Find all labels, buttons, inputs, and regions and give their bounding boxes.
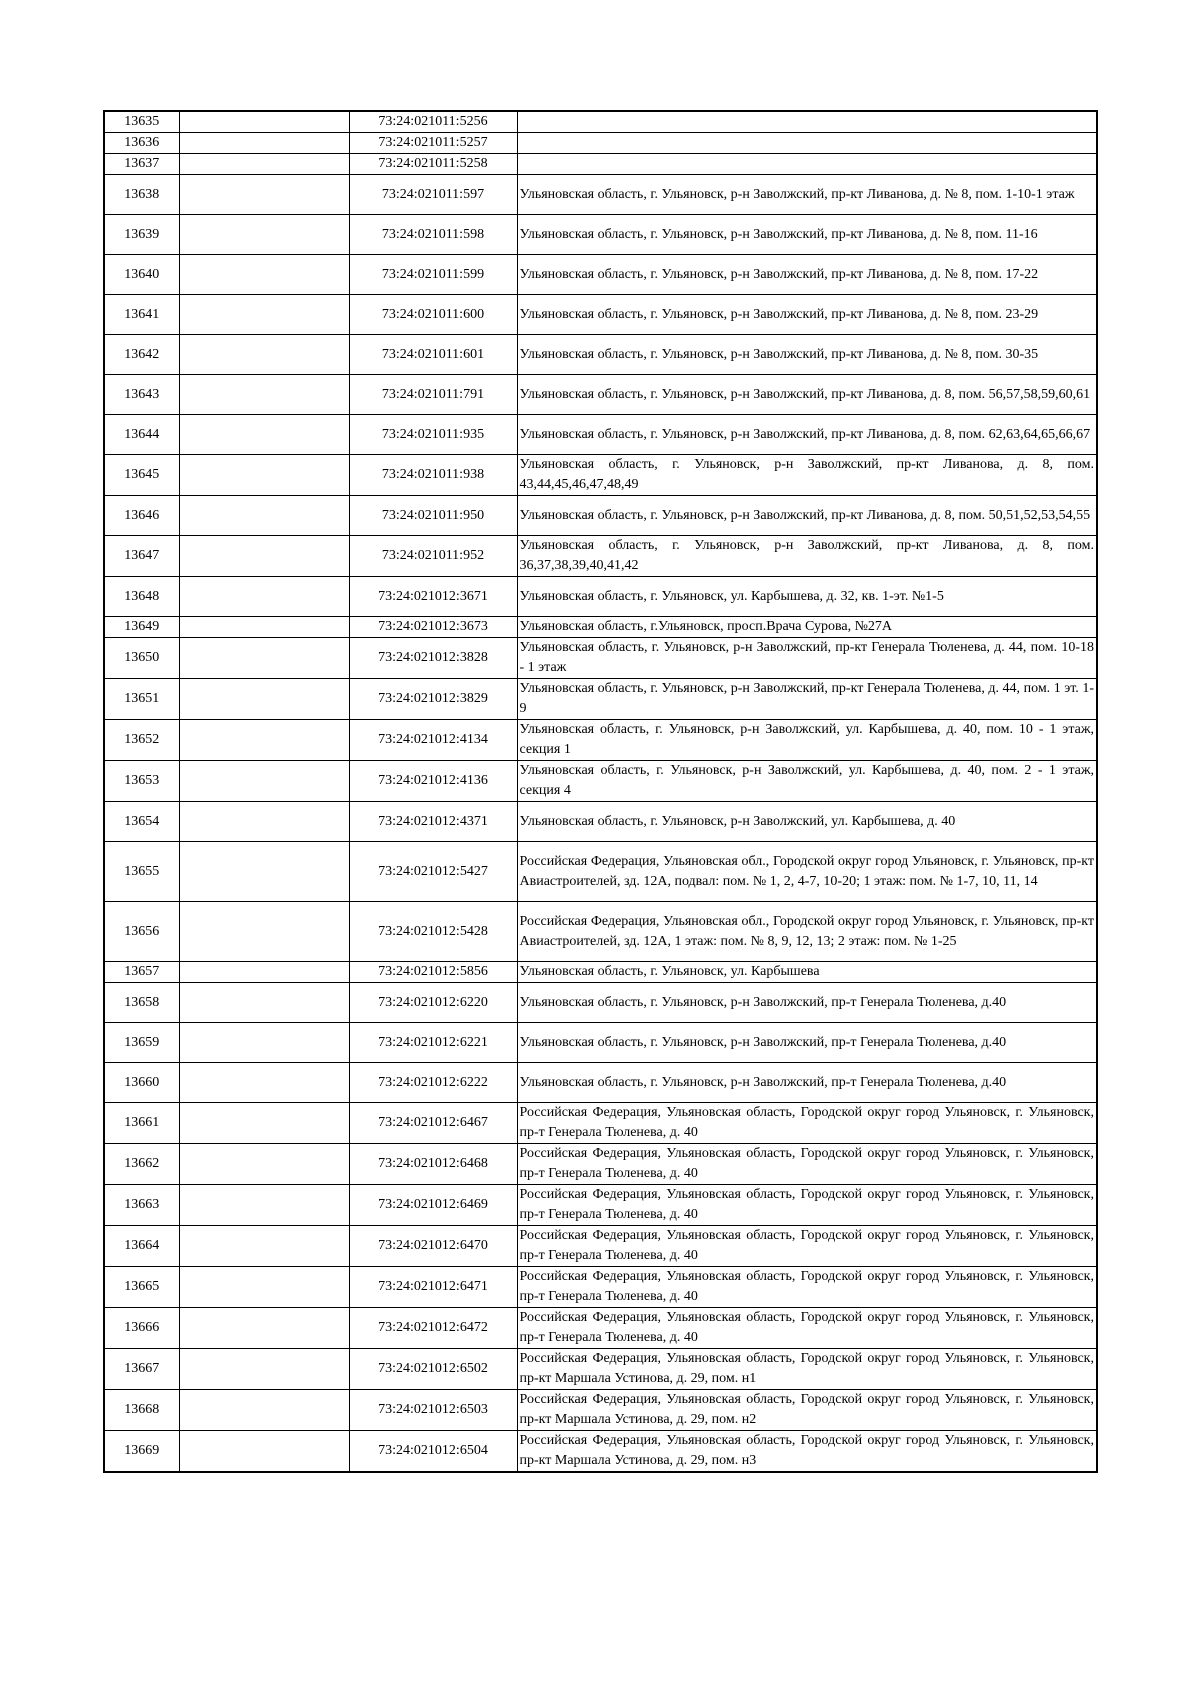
address: Ульяновская область, г. Ульяновск, р-н Заволжский, пр-кт Ливанова, д. № 8, пом. 11-16 — [517, 215, 1097, 255]
table-row — [104, 577, 1097, 617]
cadastral-number: 73:24:021012:4136 — [349, 761, 517, 802]
row-number: 13641 — [104, 295, 179, 335]
empty-cell — [179, 255, 349, 295]
cadastral-number: 73:24:021012:6469 — [349, 1185, 517, 1226]
table-row — [104, 255, 1097, 295]
row-number: 13649 — [104, 617, 179, 638]
address: Ульяновская область, г. Ульяновск, р-н Заволжский, пр-кт Ливанова, д. № 8, пом. 17-22 — [517, 255, 1097, 295]
registry-table — [103, 110, 1098, 1473]
table-row — [104, 1267, 1097, 1308]
empty-cell — [179, 1431, 349, 1473]
table-row — [104, 455, 1097, 496]
cadastral-number: 73:24:021012:3828 — [349, 638, 517, 679]
table-row — [104, 1103, 1097, 1144]
cadastral-number: 73:24:021012:6222 — [349, 1063, 517, 1103]
cadastral-number: 73:24:021012:6504 — [349, 1431, 517, 1473]
cadastral-number: 73:24:021012:3829 — [349, 679, 517, 720]
empty-cell — [179, 638, 349, 679]
table-row — [104, 1226, 1097, 1267]
empty-cell — [179, 1063, 349, 1103]
table-row — [104, 215, 1097, 255]
cadastral-number: 73:24:021012:4371 — [349, 802, 517, 842]
table-row — [104, 496, 1097, 536]
address: Российская Федерация, Ульяновская область, Городской округ город Ульяновск, г. Ульяновск, пр-т Генерала Тюленева, д. 40 — [517, 1308, 1097, 1349]
address: Российская Федерация, Ульяновская область, Городской округ город Ульяновск, г. Ульяновск, пр-кт Маршала Устинова, д. 29, пом. н2 — [517, 1390, 1097, 1431]
address — [517, 154, 1097, 175]
table-row — [104, 1390, 1097, 1431]
cadastral-number: 73:24:021011:952 — [349, 536, 517, 577]
address: Ульяновская область, г. Ульяновск, р-н Заволжский, пр-кт Ливанова, д. 8, пом. 56,57,58,59,60,61 — [517, 375, 1097, 415]
cadastral-number: 73:24:021011:598 — [349, 215, 517, 255]
address: Ульяновская область, г. Ульяновск, р-н Заволжский, пр-кт Ливанова, д. 8, пом. 43,44,45,46,47,48,49 — [517, 455, 1097, 496]
registry-body — [104, 111, 1097, 1472]
address: Российская Федерация, Ульяновская область, Городской округ город Ульяновск, г. Ульяновск, пр-т Генерала Тюленева, д. 40 — [517, 1267, 1097, 1308]
row-number: 13658 — [104, 983, 179, 1023]
row-number: 13651 — [104, 679, 179, 720]
table-row — [104, 415, 1097, 455]
table-row — [104, 720, 1097, 761]
table-row — [104, 761, 1097, 802]
empty-cell — [179, 455, 349, 496]
cadastral-number: 73:24:021012:6472 — [349, 1308, 517, 1349]
address: Ульяновская область, г.Ульяновск, просп.Врача Сурова, №27А — [517, 617, 1097, 638]
table-row — [104, 375, 1097, 415]
empty-cell — [179, 375, 349, 415]
row-number: 13640 — [104, 255, 179, 295]
cadastral-number: 73:24:021011:5257 — [349, 133, 517, 154]
table-row — [104, 1349, 1097, 1390]
cadastral-number: 73:24:021012:5427 — [349, 842, 517, 902]
address: Ульяновская область, г. Ульяновск, р-н Заволжский, ул. Карбышева, д. 40 — [517, 802, 1097, 842]
empty-cell — [179, 536, 349, 577]
row-number: 13667 — [104, 1349, 179, 1390]
cadastral-number: 73:24:021011:935 — [349, 415, 517, 455]
empty-cell — [179, 679, 349, 720]
row-number: 13664 — [104, 1226, 179, 1267]
address: Ульяновская область, г. Ульяновск, р-н Заволжский, ул. Карбышева, д. 40, пом. 2 - 1 этаж, секция 4 — [517, 761, 1097, 802]
row-number: 13668 — [104, 1390, 179, 1431]
address: Ульяновская область, г. Ульяновск, р-н Заволжский, пр-кт Ливанова, д. 8, пом. 62,63,64,65,66,67 — [517, 415, 1097, 455]
table-row — [104, 335, 1097, 375]
address: Ульяновская область, г. Ульяновск, р-н Заволжский, пр-кт Ливанова, д. 8, пом. 50,51,52,53,54,55 — [517, 496, 1097, 536]
table-row — [104, 1023, 1097, 1063]
empty-cell — [179, 902, 349, 962]
row-number: 13645 — [104, 455, 179, 496]
address: Ульяновская область, г. Ульяновск, р-н Заволжский, пр-кт Ливанова, д. № 8, пом. 30-35 — [517, 335, 1097, 375]
row-number: 13662 — [104, 1144, 179, 1185]
empty-cell — [179, 617, 349, 638]
address: Российская Федерация, Ульяновская обл., Городской округ город Ульяновск, г. Ульяновск, пр-кт Авиастроителей, зд. 12А, 1 этаж: пом. № 8, 9, 12, 13; 2 этаж: пом. № 1-25 — [517, 902, 1097, 962]
table-row — [104, 638, 1097, 679]
table-row — [104, 154, 1097, 175]
table-row — [104, 295, 1097, 335]
row-number: 13646 — [104, 496, 179, 536]
table-row — [104, 1144, 1097, 1185]
row-number: 13648 — [104, 577, 179, 617]
address — [517, 111, 1097, 133]
row-number: 13652 — [104, 720, 179, 761]
cadastral-number: 73:24:021011:5258 — [349, 154, 517, 175]
empty-cell — [179, 842, 349, 902]
row-number: 13642 — [104, 335, 179, 375]
address: Российская Федерация, Ульяновская область, Городской округ город Ульяновск, г. Ульяновск, пр-т Генерала Тюленева, д. 40 — [517, 1185, 1097, 1226]
row-number: 13665 — [104, 1267, 179, 1308]
address: Российская Федерация, Ульяновская область, Городской округ город Ульяновск, г. Ульяновск, пр-кт Маршала Устинова, д. 29, пом. н1 — [517, 1349, 1097, 1390]
row-number: 13636 — [104, 133, 179, 154]
table-row — [104, 902, 1097, 962]
address: Ульяновская область, г. Ульяновск, р-н Заволжский, пр-кт Ливанова, д. № 8, пом. 23-29 — [517, 295, 1097, 335]
address: Российская Федерация, Ульяновская область, Городской округ город Ульяновск, г. Ульяновск, пр-т Генерала Тюленева, д. 40 — [517, 1103, 1097, 1144]
address: Российская Федерация, Ульяновская область, Городской округ город Ульяновск, г. Ульяновск, пр-т Генерала Тюленева, д. 40 — [517, 1226, 1097, 1267]
row-number: 13650 — [104, 638, 179, 679]
empty-cell — [179, 175, 349, 215]
table-row — [104, 133, 1097, 154]
row-number: 13643 — [104, 375, 179, 415]
row-number: 13657 — [104, 962, 179, 983]
cadastral-number: 73:24:021012:4134 — [349, 720, 517, 761]
address: Ульяновская область, г. Ульяновск, р-н Заволжский, пр-кт Генерала Тюленева, д. 44, пом. 1 эт. 1-9 — [517, 679, 1097, 720]
empty-cell — [179, 1185, 349, 1226]
cadastral-number: 73:24:021012:6220 — [349, 983, 517, 1023]
address: Ульяновская область, г. Ульяновск, р-н Заволжский, пр-кт Генерала Тюленева, д. 44, пом. 10-18 - 1 этаж — [517, 638, 1097, 679]
empty-cell — [179, 415, 349, 455]
table-row — [104, 1431, 1097, 1473]
row-number: 13655 — [104, 842, 179, 902]
address: Ульяновская область, г. Ульяновск, р-н Заволжский, ул. Карбышева, д. 40, пом. 10 - 1 этаж, секция 1 — [517, 720, 1097, 761]
address: Ульяновская область, г. Ульяновск, р-н Заволжский, пр-кт Ливанова, д. 8, пом. 36,37,38,39,40,41,42 — [517, 536, 1097, 577]
cadastral-number: 73:24:021012:6470 — [349, 1226, 517, 1267]
cadastral-number: 73:24:021012:3671 — [349, 577, 517, 617]
table-row — [104, 802, 1097, 842]
empty-cell — [179, 1308, 349, 1349]
row-number: 13661 — [104, 1103, 179, 1144]
empty-cell — [179, 111, 349, 133]
row-number: 13656 — [104, 902, 179, 962]
row-number: 13654 — [104, 802, 179, 842]
cadastral-number: 73:24:021011:5256 — [349, 111, 517, 133]
cadastral-number: 73:24:021012:6471 — [349, 1267, 517, 1308]
row-number: 13637 — [104, 154, 179, 175]
row-number: 13666 — [104, 1308, 179, 1349]
empty-cell — [179, 761, 349, 802]
cadastral-number: 73:24:021012:6503 — [349, 1390, 517, 1431]
table-row — [104, 111, 1097, 133]
cadastral-number: 73:24:021012:6467 — [349, 1103, 517, 1144]
table-row — [104, 1185, 1097, 1226]
table-row — [104, 1308, 1097, 1349]
empty-cell — [179, 720, 349, 761]
address — [517, 133, 1097, 154]
empty-cell — [179, 335, 349, 375]
address: Российская Федерация, Ульяновская область, Городской округ город Ульяновск, г. Ульяновск, пр-т Генерала Тюленева, д. 40 — [517, 1144, 1097, 1185]
address: Ульяновская область, г. Ульяновск, р-н Заволжский, пр-кт Ливанова, д. № 8, пом. 1-10-1 этаж — [517, 175, 1097, 215]
empty-cell — [179, 1103, 349, 1144]
cadastral-number: 73:24:021011:791 — [349, 375, 517, 415]
address: Российская Федерация, Ульяновская область, Городской округ город Ульяновск, г. Ульяновск, пр-кт Маршала Устинова, д. 29, пом. н3 — [517, 1431, 1097, 1473]
cadastral-number: 73:24:021012:5856 — [349, 962, 517, 983]
cadastral-number: 73:24:021012:6221 — [349, 1023, 517, 1063]
cadastral-number: 73:24:021011:601 — [349, 335, 517, 375]
table-row — [104, 679, 1097, 720]
empty-cell — [179, 1390, 349, 1431]
empty-cell — [179, 215, 349, 255]
address: Ульяновская область, г. Ульяновск, р-н Заволжский, пр-т Генерала Тюленева, д.40 — [517, 983, 1097, 1023]
empty-cell — [179, 802, 349, 842]
row-number: 13663 — [104, 1185, 179, 1226]
cadastral-number: 73:24:021011:938 — [349, 455, 517, 496]
empty-cell — [179, 1226, 349, 1267]
address: Ульяновская область, г. Ульяновск, ул. Карбышева — [517, 962, 1097, 983]
empty-cell — [179, 133, 349, 154]
table-row — [104, 1063, 1097, 1103]
table-row — [104, 983, 1097, 1023]
empty-cell — [179, 154, 349, 175]
address: Ульяновская область, г. Ульяновск, р-н Заволжский, пр-т Генерала Тюленева, д.40 — [517, 1023, 1097, 1063]
row-number: 13653 — [104, 761, 179, 802]
cadastral-number: 73:24:021011:597 — [349, 175, 517, 215]
address: Российская Федерация, Ульяновская обл., Городской округ город Ульяновск, г. Ульяновск, пр-кт Авиастроителей, зд. 12А, подвал: пом. № 1, 2, 4-7, 10-20; 1 этаж: пом. № 1-7, 10, 11, 14 — [517, 842, 1097, 902]
address: Ульяновская область, г. Ульяновск, р-н Заволжский, пр-т Генерала Тюленева, д.40 — [517, 1063, 1097, 1103]
empty-cell — [179, 1267, 349, 1308]
empty-cell — [179, 962, 349, 983]
empty-cell — [179, 1144, 349, 1185]
empty-cell — [179, 1349, 349, 1390]
table-row — [104, 175, 1097, 215]
cadastral-number: 73:24:021012:5428 — [349, 902, 517, 962]
address: Ульяновская область, г. Ульяновск, ул. Карбышева, д. 32, кв. 1-эт. №1-5 — [517, 577, 1097, 617]
row-number: 13639 — [104, 215, 179, 255]
table-row — [104, 617, 1097, 638]
cadastral-number: 73:24:021012:6468 — [349, 1144, 517, 1185]
row-number: 13635 — [104, 111, 179, 133]
cadastral-number: 73:24:021011:950 — [349, 496, 517, 536]
table-row — [104, 536, 1097, 577]
empty-cell — [179, 295, 349, 335]
empty-cell — [179, 1023, 349, 1063]
row-number: 13660 — [104, 1063, 179, 1103]
table-row — [104, 962, 1097, 983]
row-number: 13659 — [104, 1023, 179, 1063]
cadastral-number: 73:24:021012:6502 — [349, 1349, 517, 1390]
cadastral-number: 73:24:021011:600 — [349, 295, 517, 335]
row-number: 13644 — [104, 415, 179, 455]
empty-cell — [179, 496, 349, 536]
row-number: 13647 — [104, 536, 179, 577]
empty-cell — [179, 577, 349, 617]
empty-cell — [179, 983, 349, 1023]
row-number: 13638 — [104, 175, 179, 215]
cadastral-number: 73:24:021011:599 — [349, 255, 517, 295]
table-row — [104, 842, 1097, 902]
cadastral-number: 73:24:021012:3673 — [349, 617, 517, 638]
row-number: 13669 — [104, 1431, 179, 1473]
